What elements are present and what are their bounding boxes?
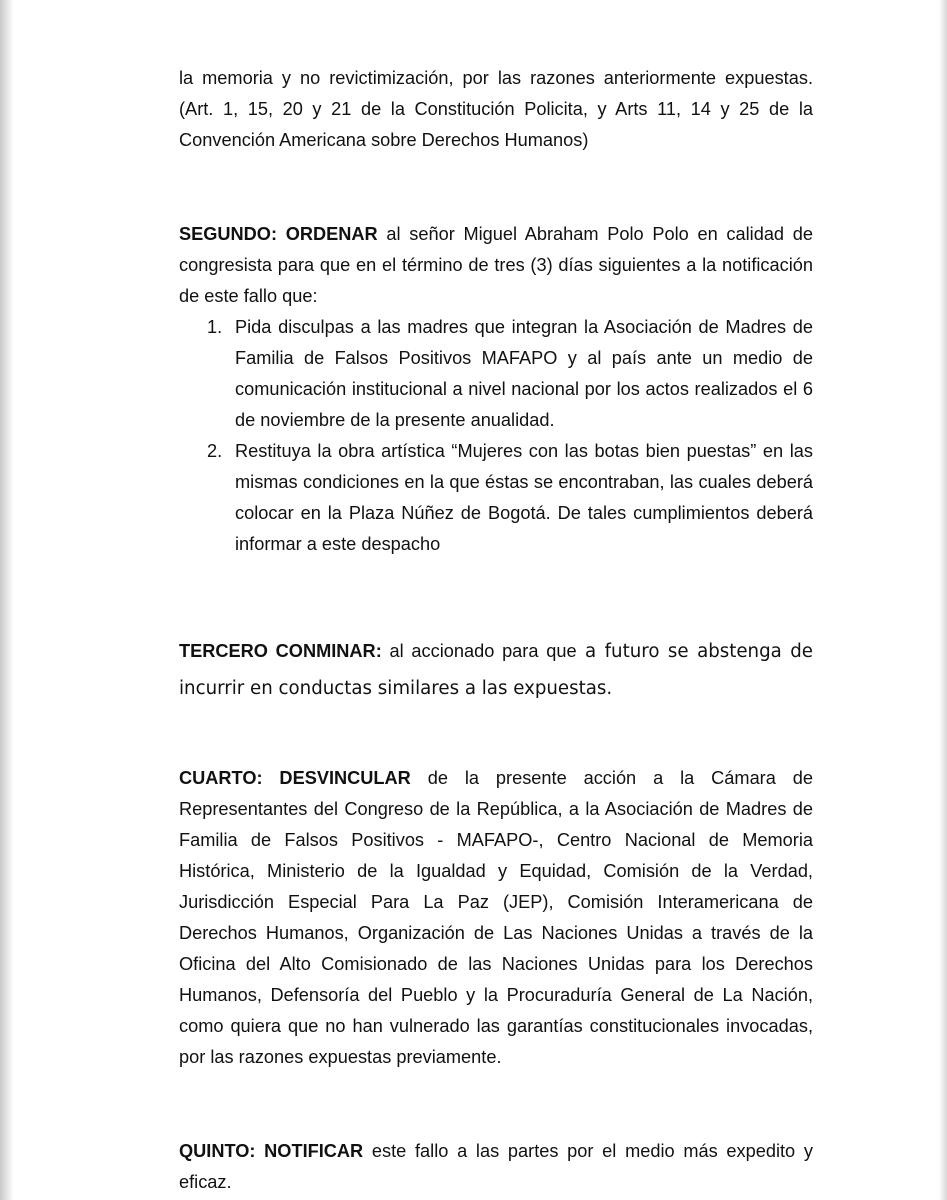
page-left-shadow: [0, 0, 14, 1200]
document-page: [179, 63, 813, 1198]
page-right-shadow: [939, 0, 947, 1200]
quinto-text: este fallo a las partes por el medio más expedito y eficaz.: [179, 1141, 813, 1192]
list-item-number: 1.: [207, 317, 223, 337]
cuarto-paragraph: [179, 763, 813, 1073]
tercero-text-a: al accionado para que: [381, 641, 577, 661]
segundo-paragraph: [179, 219, 813, 312]
segundo-heading: SEGUNDO:: [179, 224, 278, 244]
intro-paragraph: la memoria y no revictimización, por las razones anteriormente expuestas. (Art. 1, 15, 20 y 21 de la Constitución Policita, y Arts 11, 14 y 25 de la Convención Americana sobre Derechos Humanos): [179, 68, 813, 150]
segundo-order: ORDENAR: [285, 224, 378, 244]
quinto-paragraph: [179, 1136, 813, 1198]
cuarto-text: de la presente acción a la Cámara de Representantes del Congreso de la República, a la Asociación de Madres de Familia de Falsos Positivos - MAFAPO-, Centro Nacional de Memoria Histórica, Ministerio de la Igualdad y Equidad, Comisión de la Verdad, Jurisdicción Especial Para La Paz (JEP), Comisión Interamericana de Derechos Humanos, Organización de Las Naciones Unidas a través de la Oficina del Alto Comisionado de las Naciones Unidas para los Derechos Humanos, Defensoría del Pueblo y la Procuraduría General de La Nación, como quiera que no han vulnerado las garantías constitucionales invocadas, por las razones expuestas previamente.: [179, 768, 813, 1067]
tercero-paragraph: [179, 633, 813, 707]
segundo-list: [179, 312, 813, 560]
list-item-text: Pida disculpas a las madres que integran la Asociación de Madres de Familia de Falsos Positivos MAFAPO y al país ante un medio de comunicación institucional a nivel nacional por los actos realizados el 6 de noviembre de la presente anualidad.: [235, 317, 813, 430]
list-item-number: 2.: [207, 441, 223, 461]
list-item-text: Restituya la obra artística “Mujeres con las botas bien puestas” en las mismas condiciones en la que éstas se encontraban, las cuales deberá colocar en la Plaza Núñez de Bogotá. De tales cumplimientos deberá informar a este despacho: [235, 441, 813, 554]
cuarto-heading: CUARTO: DESVINCULAR: [179, 768, 411, 788]
list-item: [179, 312, 813, 436]
quinto-heading: QUINTO: NOTIFICAR: [179, 1141, 364, 1161]
tercero-heading: TERCERO CONMINAR:: [179, 641, 382, 661]
list-item: [179, 436, 813, 560]
segundo-text: al señor Miguel Abraham Polo Polo en calidad de congresista para que en el término de tres (3) días siguientes a la notificación de este fallo que:: [179, 224, 813, 306]
tercero-text-b: a futuro se abstenga de incurrir en conductas similares a las expuestas.: [179, 641, 813, 699]
